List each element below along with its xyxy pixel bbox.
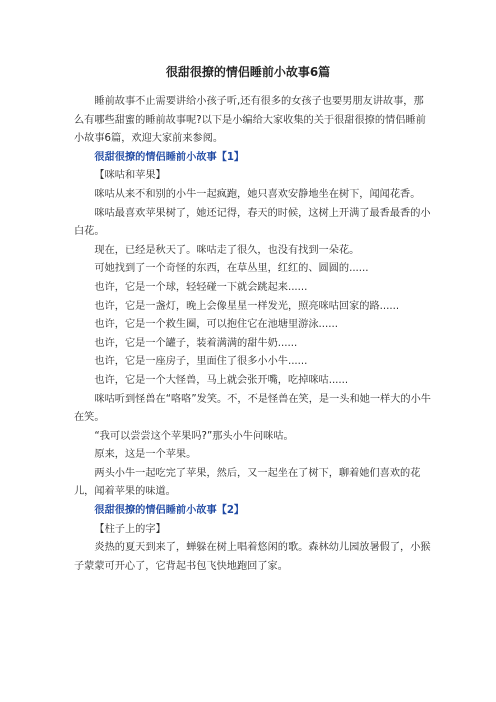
- paragraph: 也许，它是一座房子，里面住了很多小小牛......: [94, 356, 308, 368]
- paragraph: “我可以尝尝这个苹果吗?”那头小牛问咪咕。: [94, 430, 294, 442]
- intro-paragraph: 睡前故事不止需要讲给小孩子听,还有很多的女孩子也要男朋友讲故事，那么有哪些甜蜜的睡前故事呢?以下是小编给大家收集的关于很甜很撩的情侣睡前小故事6篇，欢迎大家前来参阅。: [74, 96, 426, 145]
- paragraph: 炎热的夏天到来了，蝉躲在树上唱着悠闲的歌。森林幼儿园放暑假了，小猴子蒙蒙可开心了，它背起书包飞快地跑回了家。: [74, 542, 431, 572]
- story-subtitle-1: 【咪咕和苹果】: [94, 170, 166, 182]
- paragraph: 也许，它是一个救生圈，可以抱住它在池塘里游泳......: [94, 319, 338, 331]
- paragraph: 也许，它是一盏灯，晚上会像星星一样发光，照亮咪咕回家的路......: [94, 300, 400, 312]
- paragraph: 两头小牛一起吃完了苹果，然后，又一起坐在了树下，聊着她们喜欢的花儿，闻着苹果的味道。: [74, 467, 421, 498]
- paragraph: 也许，它是一个球，轻轻碰一下就会跳起来......: [94, 281, 308, 293]
- paragraph: 现在，已经是秋天了。咪咕走了很久，也没有找到一朵花。: [94, 244, 360, 256]
- paragraph: 也许，它是一个大怪兽，马上就会张开嘴，吃掉咪咕......: [94, 374, 349, 386]
- story-subtitle-2: 【柱子上的字】: [94, 523, 166, 535]
- paragraph: 可她找到了一个奇怪的东西，在草丛里，红红的、圆圆的......: [94, 263, 369, 275]
- section-heading-2: 很甜很撩的情侣睡前小故事【2】: [94, 505, 245, 517]
- section-heading-1: 很甜很撩的情侣睡前小故事【1】: [94, 151, 245, 163]
- paragraph: 咪咕最喜欢苹果树了，她还记得，春天的时候，这树上开满了最香最香的小白花。: [74, 207, 431, 238]
- paragraph: 咪咕听到怪兽在“咯咯”发笑。不，不是怪兽在笑，是一头和她一样大的小牛在笑。: [74, 393, 431, 424]
- document-title: 很甜很撩的情侣睡前小故事6篇: [165, 65, 331, 79]
- paragraph: 原来，这是一个苹果。: [94, 449, 197, 461]
- document-body: [74, 93, 431, 576]
- paragraph: 咪咕从来不和别的小牛一起疯跑，她只喜欢安静地坐在树下，闻闻花香。: [94, 188, 421, 200]
- paragraph: 也许，它是一个罐子，装着满满的甜牛奶......: [94, 337, 298, 349]
